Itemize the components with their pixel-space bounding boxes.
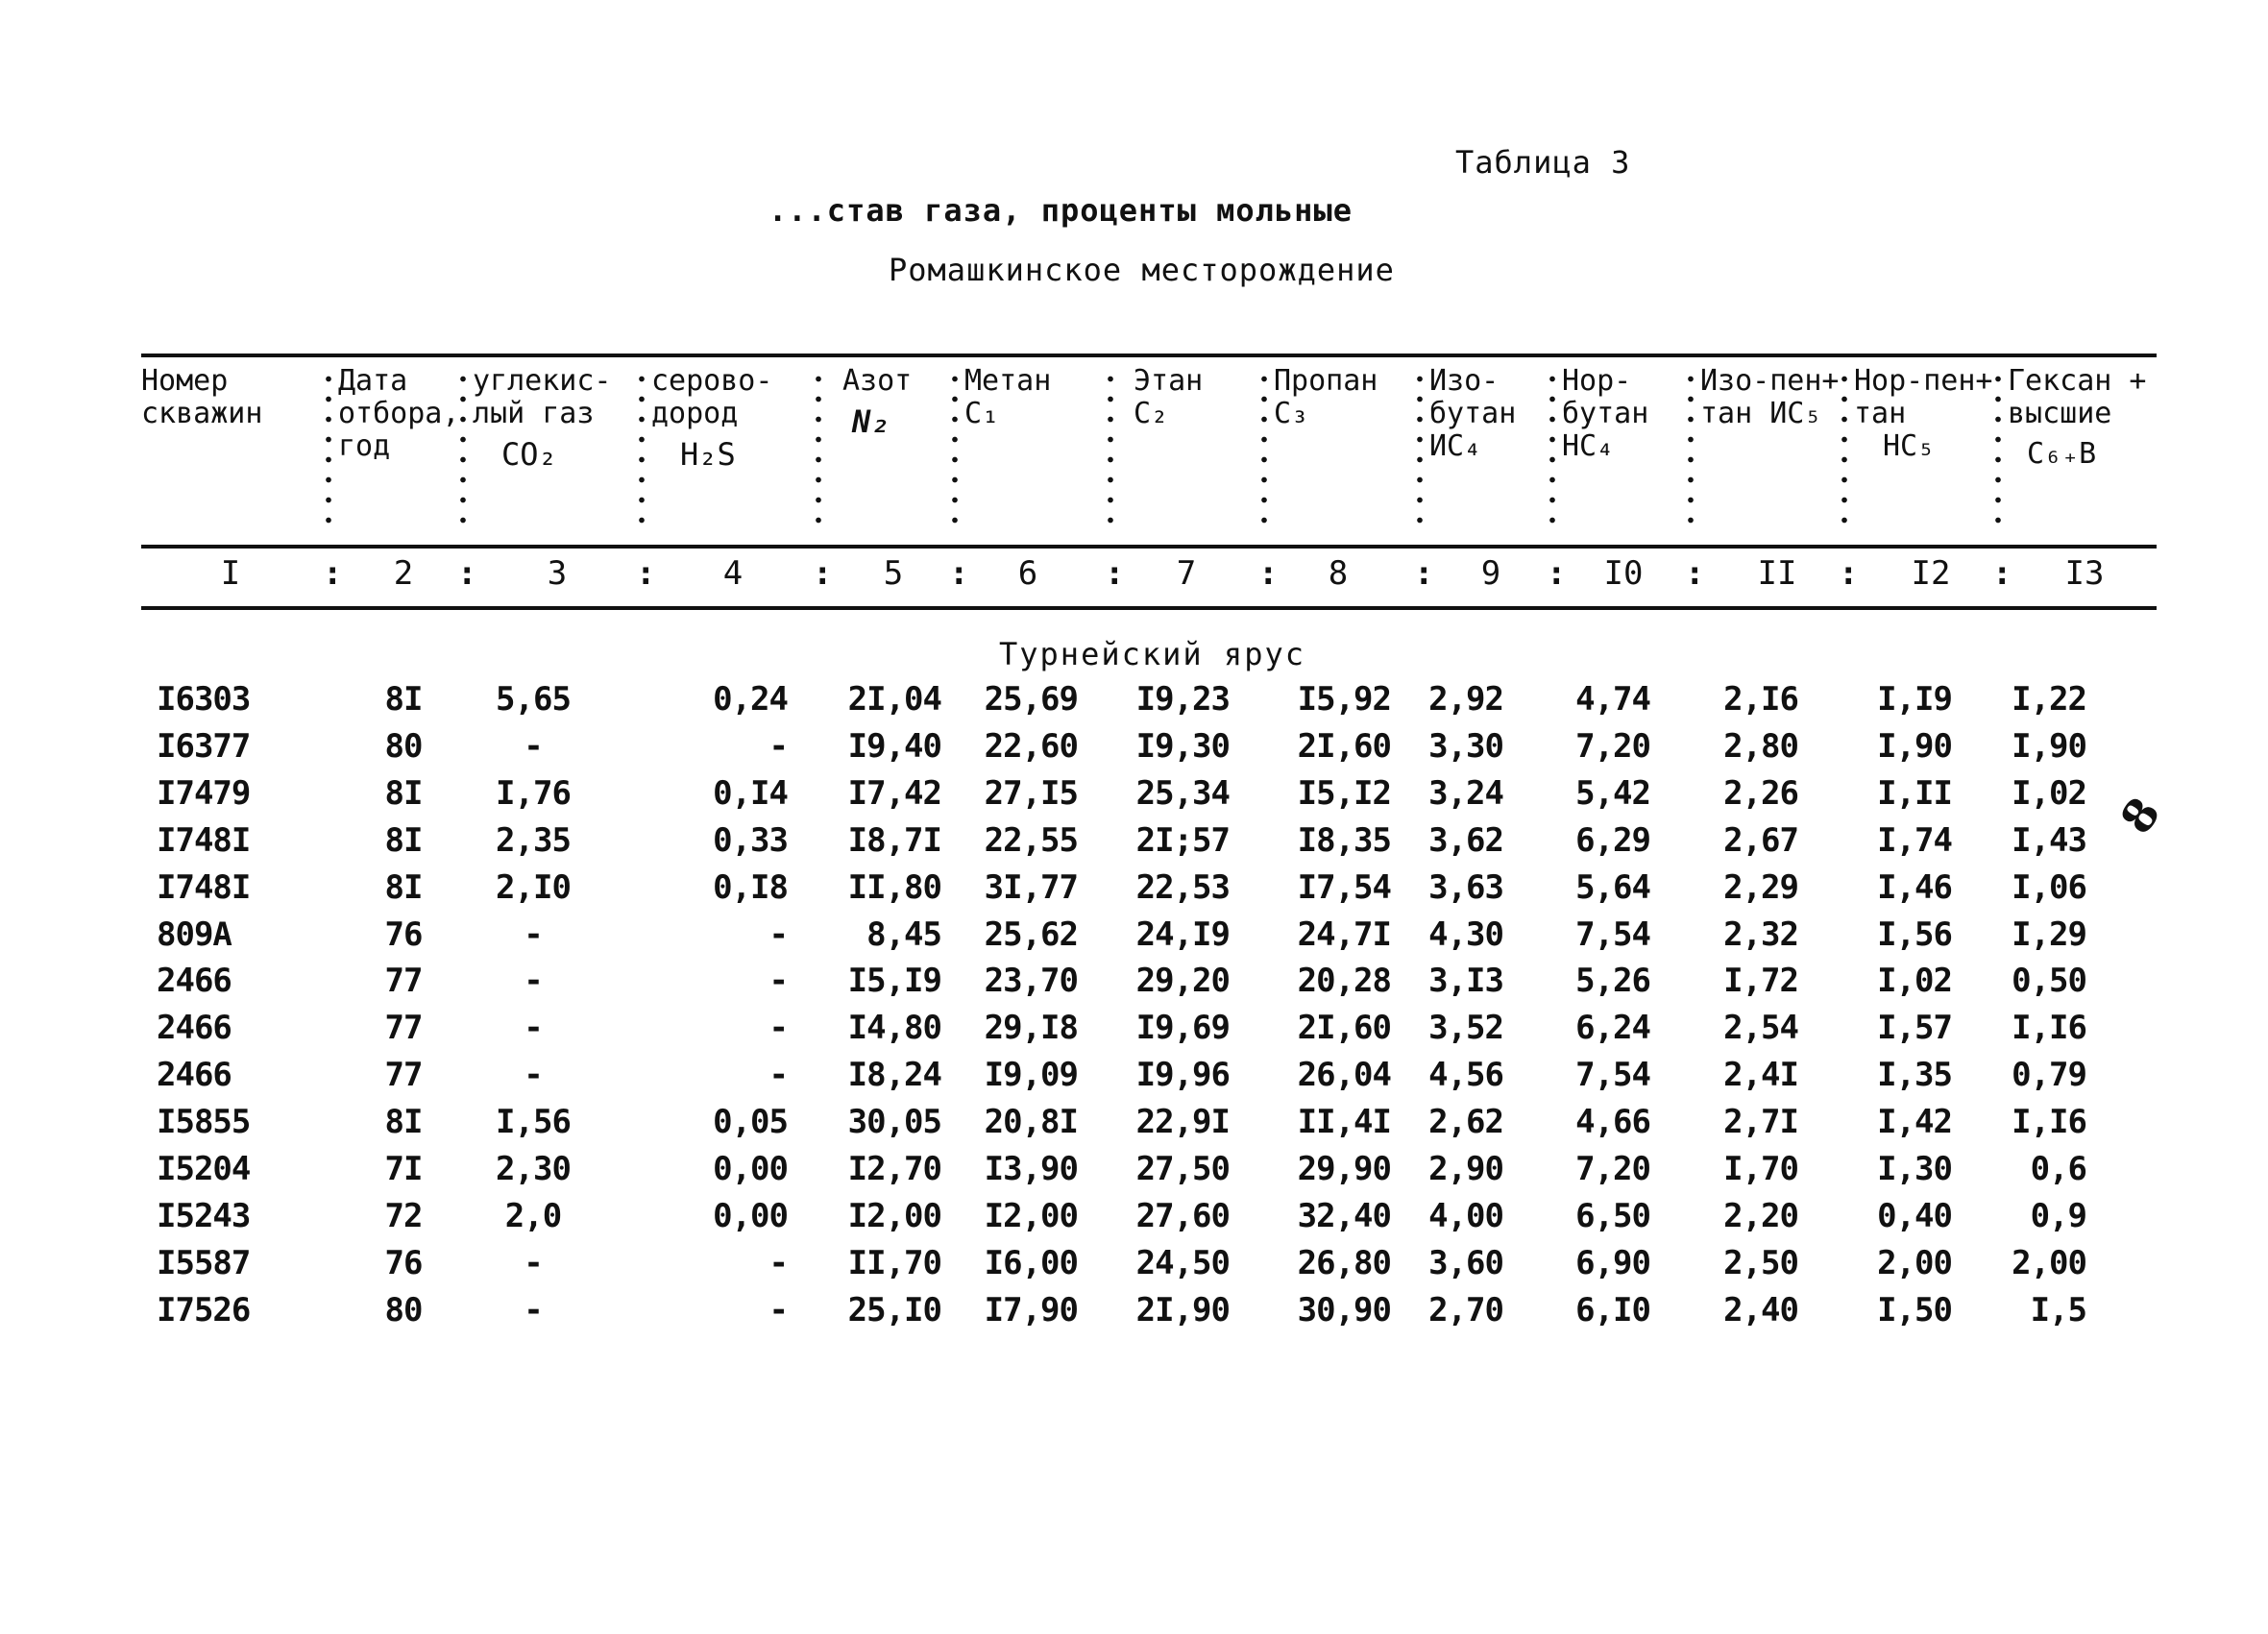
table-cell: 5,65: [496, 680, 571, 719]
table-cell: I5,I9: [847, 962, 941, 1000]
well-number-cell: 2466: [157, 1056, 232, 1094]
table-cell: II,70: [847, 1244, 941, 1282]
table-cell: I,46: [1877, 868, 1952, 907]
table-cell: 2,20: [1723, 1197, 1798, 1235]
column-number-separator: :: [1258, 554, 1279, 593]
table-row: [0, 680, 2268, 724]
header-line: ИC₄: [1429, 429, 1482, 463]
header-line: C₆₊В: [2027, 437, 2097, 471]
table-cell: -: [524, 1291, 543, 1329]
table-cell: 7,20: [1575, 1150, 1650, 1188]
header-line: C₁: [964, 397, 1000, 430]
header-line: серово-: [651, 364, 773, 398]
table-cell: 3,24: [1428, 774, 1503, 813]
column-number-separator: :: [1685, 554, 1705, 593]
header-line: НC₄: [1562, 429, 1615, 463]
table-cell: I8,7I: [847, 821, 941, 860]
column-number: 8: [1328, 554, 1349, 593]
table-cell: I,06: [2012, 868, 2086, 907]
header-line: Дата: [338, 364, 408, 398]
header-isopentane: [1700, 365, 1840, 430]
table-cell: 77: [384, 962, 423, 1000]
table-row: [0, 1056, 2268, 1100]
table-cell: 26,80: [1297, 1244, 1391, 1282]
table-cell: -: [768, 727, 788, 766]
table-cell: 2,54: [1723, 1009, 1798, 1047]
column-separator: [1841, 369, 1848, 530]
table-cell: 0,9: [2030, 1197, 2086, 1235]
column-separator: [1687, 369, 1695, 530]
header-hexane-plus: [2008, 365, 2147, 471]
table-cell: -: [524, 727, 543, 766]
table-cell: 2I,60: [1297, 1009, 1391, 1047]
table-row: [0, 1291, 2268, 1335]
table-row: [0, 1244, 2268, 1288]
header-n-butane: [1562, 365, 1648, 463]
table-cell: 2I;57: [1135, 821, 1230, 860]
table-cell: -: [524, 1056, 543, 1094]
well-number-cell: I748I: [157, 821, 251, 860]
table-cell: 4,30: [1428, 915, 1503, 954]
table-cell: 20,28: [1297, 962, 1391, 1000]
margin-mark: 8: [2109, 788, 2171, 843]
table-cell: I6,00: [984, 1244, 1078, 1282]
column-number-separator: :: [1414, 554, 1434, 593]
table-cell: 3,62: [1428, 821, 1503, 860]
table-cell: 23,70: [984, 962, 1078, 1000]
table-cell: 6,I0: [1575, 1291, 1650, 1329]
table-cell: 2,62: [1428, 1103, 1503, 1141]
table-cell: I7,42: [847, 774, 941, 813]
well-number-cell: 2466: [157, 1009, 232, 1047]
well-number-cell: I7526: [157, 1291, 251, 1329]
table-row: [0, 1103, 2268, 1147]
table-cell: I,02: [1877, 962, 1952, 1000]
table-cell: 2,29: [1723, 868, 1798, 907]
well-number-cell: I6303: [157, 680, 251, 719]
table-cell: I,74: [1877, 821, 1952, 860]
header-symbol: CO₂: [501, 436, 557, 473]
column-separator: [1549, 369, 1556, 530]
table-cell: 0,00: [713, 1150, 788, 1188]
table-cell: 0,I4: [713, 774, 788, 813]
table-cell: 25,I0: [847, 1291, 941, 1329]
table-cell: 29,I8: [984, 1009, 1078, 1047]
table-cell: 2,26: [1723, 774, 1798, 813]
table-cell: 22,9I: [1135, 1103, 1230, 1141]
header-line: тан ИC₅: [1700, 397, 1822, 430]
table-cell: -: [768, 1291, 788, 1329]
header-line: C₃: [1274, 397, 1309, 430]
header-line: бутан: [1429, 397, 1517, 430]
table-cell: 77: [384, 1056, 423, 1094]
table-cell: -: [768, 962, 788, 1000]
table-cell: I,90: [2012, 727, 2086, 766]
table-cell: 24,I9: [1135, 915, 1230, 954]
table-cell: I,42: [1877, 1103, 1952, 1141]
header-isobutane: [1429, 365, 1516, 463]
table-row: [0, 1197, 2268, 1241]
header-line: Пропан: [1274, 364, 1378, 398]
table-cell: 2,50: [1723, 1244, 1798, 1282]
table-cell: 7,54: [1575, 915, 1650, 954]
column-number: 2: [393, 554, 414, 593]
table-cell: I9,40: [847, 727, 941, 766]
table-cell: 4,00: [1428, 1197, 1503, 1235]
table-cell: 20,8I: [984, 1103, 1078, 1141]
table-cell: 25,34: [1135, 774, 1230, 813]
table-cell: I9,96: [1135, 1056, 1230, 1094]
table-cell: 26,04: [1297, 1056, 1391, 1094]
table-cell: 3,52: [1428, 1009, 1503, 1047]
header-n-pentane: [1854, 365, 1993, 463]
table-cell: 0,24: [713, 680, 788, 719]
column-number: I2: [1911, 554, 1951, 593]
table-cell: 8I: [384, 868, 423, 907]
column-number: 3: [547, 554, 568, 593]
header-line: Гексан +: [2008, 364, 2147, 398]
table-cell: 24,50: [1135, 1244, 1230, 1282]
table-cell: -: [524, 962, 543, 1000]
table-cell: 6,29: [1575, 821, 1650, 860]
column-separator: [1260, 369, 1268, 530]
table-cell: 2,I0: [496, 868, 571, 907]
table-cell: 30,90: [1297, 1291, 1391, 1329]
header-line: Номер: [141, 364, 229, 398]
table-cell: 27,50: [1135, 1150, 1230, 1188]
table-row: [0, 962, 2268, 1006]
column-number-separator: :: [1105, 554, 1125, 593]
table-cell: I,35: [1877, 1056, 1952, 1094]
table-cell: 3,60: [1428, 1244, 1503, 1282]
table-row: [0, 915, 2268, 960]
header-line: Нор-пен+: [1854, 364, 1993, 398]
table-cell: -: [524, 915, 543, 954]
table-row: [0, 1009, 2268, 1053]
column-number-separator: :: [813, 554, 833, 593]
column-number-separator: :: [1839, 554, 1859, 593]
column-separator: [1107, 369, 1114, 530]
column-number-rule: [141, 606, 2157, 610]
column-number: 9: [1480, 554, 1501, 593]
table-cell: -: [524, 1009, 543, 1047]
header-line: бутан: [1562, 397, 1649, 430]
table-cell: 5,42: [1575, 774, 1650, 813]
well-number-cell: I5204: [157, 1150, 251, 1188]
table-cell: -: [524, 1244, 543, 1282]
header-line: год: [338, 429, 391, 463]
header-methane: [964, 365, 1051, 430]
column-number-separator: :: [1992, 554, 2012, 593]
table-cell: I9,23: [1135, 680, 1230, 719]
table-cell: 2,70: [1428, 1291, 1503, 1329]
column-separator: [459, 369, 467, 530]
table-cell: 8I: [384, 774, 423, 813]
header-ethane: [1134, 365, 1203, 430]
table-row: [0, 1150, 2268, 1194]
table-cell: I2,00: [847, 1197, 941, 1235]
table-cell: 2,35: [496, 821, 571, 860]
table-cell: I9,30: [1135, 727, 1230, 766]
well-number-cell: I7479: [157, 774, 251, 813]
header-line: Изо-пен+: [1700, 364, 1840, 398]
table-row: [0, 727, 2268, 771]
table-row: [0, 774, 2268, 818]
table-cell: 2I,60: [1297, 727, 1391, 766]
table-cell: 0,79: [2012, 1056, 2086, 1094]
table-cell: I,43: [2012, 821, 2086, 860]
table-cell: I3,90: [984, 1150, 1078, 1188]
table-cell: 22,60: [984, 727, 1078, 766]
table-cell: 6,50: [1575, 1197, 1650, 1235]
table-cell: 27,60: [1135, 1197, 1230, 1235]
table-cell: 0,00: [713, 1197, 788, 1235]
column-number: 4: [722, 554, 744, 593]
table-cell: 2,40: [1723, 1291, 1798, 1329]
table-number: Таблица 3: [1455, 144, 1631, 181]
table-cell: I,I6: [2012, 1103, 2086, 1141]
table-cell: 7I: [384, 1150, 423, 1188]
column-separator: [325, 369, 332, 530]
table-cell: 2,30: [496, 1150, 571, 1188]
header-line: Метан: [964, 364, 1052, 398]
header-co2: [473, 365, 612, 471]
section-title: Турнейский ярус: [999, 636, 1305, 672]
table-cell: 2,00: [2012, 1244, 2086, 1282]
table-cell: 2I,90: [1135, 1291, 1230, 1329]
column-number: 5: [883, 554, 904, 593]
header-h2s: [651, 365, 772, 471]
table-cell: I,22: [2012, 680, 2086, 719]
column-separator: [638, 369, 646, 530]
table-cell: 5,64: [1575, 868, 1650, 907]
header-line: дород: [651, 397, 739, 430]
well-number-cell: 2466: [157, 962, 232, 1000]
table-cell: 0,I8: [713, 868, 788, 907]
table-cell: 24,7I: [1297, 915, 1391, 954]
column-separator: [815, 369, 822, 530]
table-cell: 0,40: [1877, 1197, 1952, 1235]
table-cell: 4,74: [1575, 680, 1650, 719]
table-cell: 2,00: [1877, 1244, 1952, 1282]
table-cell: 8,45: [866, 915, 941, 954]
table-cell: 76: [384, 915, 423, 954]
table-cell: -: [768, 915, 788, 954]
header-propane: [1274, 365, 1378, 430]
table-cell: 7,54: [1575, 1056, 1650, 1094]
table-cell: I2,70: [847, 1150, 941, 1188]
header-line: Изо-: [1429, 364, 1500, 398]
column-number-separator: :: [323, 554, 343, 593]
well-number-cell: I5855: [157, 1103, 251, 1141]
table-cell: 27,I5: [984, 774, 1078, 813]
table-row: [0, 821, 2268, 866]
header-line: отбора,: [338, 397, 460, 430]
well-number-cell: 809A: [157, 915, 232, 954]
table-cell: 3,63: [1428, 868, 1503, 907]
header-line: скважин: [141, 397, 263, 430]
table-cell: 2,0: [504, 1197, 562, 1235]
table-cell: 25,62: [984, 915, 1078, 954]
table-cell: I,57: [1877, 1009, 1952, 1047]
table-cell: 2,I6: [1723, 680, 1798, 719]
column-number: I0: [1603, 554, 1644, 593]
column-number: I: [220, 554, 241, 593]
table-subtitle: Ромашкинское месторождение: [889, 252, 1395, 288]
header-well-number: [141, 365, 262, 430]
table-title: ...став газа, проценты мольные: [768, 192, 1353, 229]
table-cell: I5,92: [1297, 680, 1391, 719]
table-row: [0, 868, 2268, 913]
table-cell: I9,69: [1135, 1009, 1230, 1047]
table-cell: II,80: [847, 868, 941, 907]
table-cell: 2,32: [1723, 915, 1798, 954]
table-cell: 0,6: [2030, 1150, 2086, 1188]
table-cell: 29,90: [1297, 1150, 1391, 1188]
table-cell: 72: [384, 1197, 423, 1235]
column-number: II: [1757, 554, 1797, 593]
header-sampling-date: [338, 365, 459, 463]
header-bottom-rule: [141, 545, 2157, 549]
header-line: НC₅: [1883, 429, 1936, 463]
table-cell: 2,4I: [1723, 1056, 1798, 1094]
header-line: C₂: [1134, 397, 1169, 430]
well-number-cell: I5243: [157, 1197, 251, 1235]
column-number: I3: [2064, 554, 2105, 593]
table-cell: -: [768, 1056, 788, 1094]
table-cell: 3,I3: [1428, 962, 1503, 1000]
table-cell: I8,35: [1297, 821, 1391, 860]
well-number-cell: I5587: [157, 1244, 251, 1282]
table-cell: 29,20: [1135, 962, 1230, 1000]
table-cell: 2,7I: [1723, 1103, 1798, 1141]
table-cell: 3,30: [1428, 727, 1503, 766]
table-cell: 6,24: [1575, 1009, 1650, 1047]
column-separator: [1994, 369, 2002, 530]
table-cell: 2,92: [1428, 680, 1503, 719]
column-separator: [1416, 369, 1424, 530]
table-cell: I,30: [1877, 1150, 1952, 1188]
table-cell: I,90: [1877, 727, 1952, 766]
header-line: тан: [1854, 397, 1907, 430]
table-cell: I,02: [2012, 774, 2086, 813]
column-number-separator: :: [636, 554, 656, 593]
table-cell: I2,00: [984, 1197, 1078, 1235]
table-cell: I8,24: [847, 1056, 941, 1094]
header-line: углекис-: [473, 364, 612, 398]
table-cell: I9,09: [984, 1056, 1078, 1094]
table-cell: I,70: [1723, 1150, 1798, 1188]
header-line: Азот: [842, 364, 913, 398]
table-cell: 80: [384, 727, 423, 766]
table-cell: 22,53: [1135, 868, 1230, 907]
table-cell: 32,40: [1297, 1197, 1391, 1235]
table-cell: I5,I2: [1297, 774, 1391, 813]
table-cell: 2,80: [1723, 727, 1798, 766]
table-cell: 0,05: [713, 1103, 788, 1141]
table-cell: I,50: [1877, 1291, 1952, 1329]
table-cell: 77: [384, 1009, 423, 1047]
table-cell: 3I,77: [984, 868, 1078, 907]
table-cell: 8I: [384, 1103, 423, 1141]
table-cell: 0,50: [2012, 962, 2086, 1000]
header-line: Нор-: [1562, 364, 1632, 398]
table-cell: I7,90: [984, 1291, 1078, 1329]
table-cell: 8I: [384, 821, 423, 860]
header-line: лый газ: [473, 397, 595, 430]
table-cell: I,72: [1723, 962, 1798, 1000]
table-cell: 7,20: [1575, 727, 1650, 766]
table-cell: 80: [384, 1291, 423, 1329]
header-nitrogen: [842, 365, 912, 438]
header-line: Этан: [1134, 364, 1204, 398]
table-cell: 4,66: [1575, 1103, 1650, 1141]
table-cell: 22,55: [984, 821, 1078, 860]
well-number-cell: I6377: [157, 727, 251, 766]
column-number: 6: [1017, 554, 1038, 593]
table-cell: I4,80: [847, 1009, 941, 1047]
column-number-separator: :: [457, 554, 477, 593]
table-cell: 4,56: [1428, 1056, 1503, 1094]
column-number: 7: [1176, 554, 1197, 593]
table-cell: 5,26: [1575, 962, 1650, 1000]
table-cell: -: [768, 1244, 788, 1282]
column-number-separator: :: [949, 554, 969, 593]
table-cell: II,4I: [1297, 1103, 1391, 1141]
table-cell: I,29: [2012, 915, 2086, 954]
table-cell: 76: [384, 1244, 423, 1282]
table-cell: 0,33: [713, 821, 788, 860]
header-symbol: N₂: [852, 403, 890, 440]
table-cell: 30,05: [847, 1103, 941, 1141]
column-number-separator: :: [1547, 554, 1567, 593]
table-cell: 2I,04: [847, 680, 941, 719]
table-cell: I,II: [1877, 774, 1952, 813]
table-cell: I7,54: [1297, 868, 1391, 907]
table-cell: 2,90: [1428, 1150, 1503, 1188]
table-cell: 25,69: [984, 680, 1078, 719]
column-separator: [951, 369, 959, 530]
header-top-rule: [141, 354, 2157, 357]
table-cell: 6,90: [1575, 1244, 1650, 1282]
table-cell: 8I: [384, 680, 423, 719]
table-cell: I,I9: [1877, 680, 1952, 719]
header-line: высшие: [2008, 397, 2112, 430]
table-cell: I,76: [496, 774, 571, 813]
table-cell: -: [768, 1009, 788, 1047]
table-cell: I,I6: [2012, 1009, 2086, 1047]
table-cell: I,5: [2030, 1291, 2086, 1329]
table-cell: 2,67: [1723, 821, 1798, 860]
well-number-cell: I748I: [157, 868, 251, 907]
table-cell: I,56: [496, 1103, 571, 1141]
header-symbol: H₂S: [680, 436, 736, 473]
table-cell: I,56: [1877, 915, 1952, 954]
